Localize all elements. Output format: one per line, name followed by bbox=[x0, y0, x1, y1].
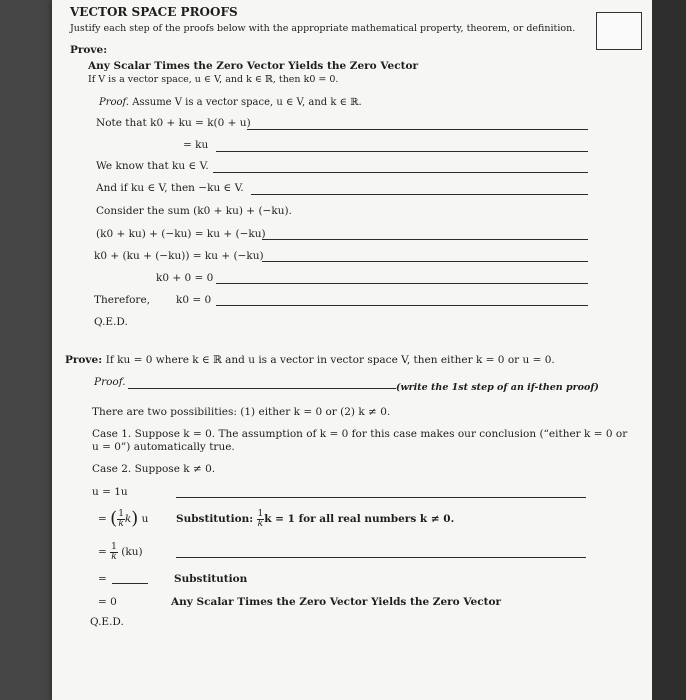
eq-4-reason: Substitution bbox=[174, 573, 248, 585]
eq-3-line[interactable] bbox=[176, 557, 586, 558]
prove-label-2: Prove: bbox=[65, 354, 103, 366]
eq-3-equals: = bbox=[98, 546, 107, 558]
open-paren: ( bbox=[110, 508, 118, 529]
eq-2-u: u bbox=[141, 513, 149, 525]
prove-label-1: Prove: bbox=[70, 44, 108, 56]
substitution-note bbox=[176, 506, 454, 532]
proof-label-2: Proof. bbox=[94, 376, 126, 388]
justification-line-2[interactable] bbox=[216, 151, 588, 152]
step-9: k0 = 0 bbox=[176, 294, 212, 306]
substitution-rest: k = 1 for all real numbers k ≠ 0. bbox=[264, 513, 455, 525]
qed-1: Q.E.D. bbox=[94, 316, 128, 328]
close-paren: ) bbox=[131, 508, 139, 529]
case1-line1: Case 1. Suppose k = 0. The assumption of k = 0 for this case makes our conclusion (“either k = 0 or bbox=[92, 428, 628, 440]
step-4: And if ku ∈ V, then −ku ∈ V. bbox=[96, 182, 244, 194]
eq-3-rest: (ku) bbox=[121, 546, 143, 558]
eq-1-line[interactable] bbox=[176, 497, 586, 498]
background-right bbox=[652, 0, 686, 700]
first-step-line[interactable] bbox=[128, 388, 396, 389]
justification-line-6[interactable] bbox=[262, 239, 588, 240]
theorem-name-1: Any Scalar Times the Zero Vector Yields the Zero Vector bbox=[88, 60, 418, 72]
therefore-label: Therefore, bbox=[94, 294, 150, 306]
worksheet-title: VECTOR SPACE PROOFS bbox=[70, 5, 238, 19]
justification-line-9[interactable] bbox=[216, 305, 588, 306]
case2: Case 2. Suppose k ≠ 0. bbox=[92, 463, 216, 475]
fraction-one-over-k: $\frac{1}{k}$ bbox=[118, 508, 124, 529]
justification-line-8[interactable] bbox=[216, 283, 588, 284]
background-left bbox=[0, 0, 52, 700]
possibilities: There are two possibilities: (1) either k = 0 or (2) k ≠ 0. bbox=[92, 406, 391, 418]
theorem-statement-1: If V is a vector space, u ∈ V, and k ∈ ℝ, then k0 = 0. bbox=[88, 74, 339, 85]
eq-3-fraction: $\frac{1}{k}$ bbox=[111, 541, 117, 562]
eq-4-blank[interactable] bbox=[112, 583, 148, 584]
step-1: Note that k0 + ku = k(0 + u) bbox=[96, 117, 251, 129]
step-8: k0 + 0 = 0 bbox=[156, 272, 214, 284]
first-step-hint: (write the 1st step of an if-then proof) bbox=[396, 382, 599, 393]
eq-5-reason: Any Scalar Times the Zero Vector Yields the Zero Vector bbox=[171, 596, 501, 608]
theorem-statement-2: If ku = 0 where k ∈ ℝ and u is a vector in vector space V, then either k = 0 or u = 0. bbox=[105, 354, 555, 366]
substitution-label: Substitution: bbox=[176, 513, 254, 525]
eq-4-equals: = bbox=[98, 573, 107, 585]
justification-line-1[interactable] bbox=[247, 129, 588, 130]
justification-line-7[interactable] bbox=[262, 261, 588, 262]
case1-line2: u = 0”) automatically true. bbox=[92, 441, 235, 453]
step-3: We know that ku ∈ V. bbox=[96, 160, 209, 172]
step-5: Consider the sum (k0 + ku) + (−ku). bbox=[96, 205, 292, 217]
instructions: Justify each step of the proofs below with the appropriate mathematical property, theorem, or definition. bbox=[70, 23, 576, 34]
eq-2 bbox=[98, 506, 148, 534]
step-6: (k0 + ku) + (−ku) = ku + (−ku) bbox=[96, 228, 266, 240]
proof-label-1: Proof. bbox=[99, 97, 130, 108]
proof-intro-1 bbox=[99, 96, 362, 109]
eq-1: u = 1u bbox=[92, 486, 128, 498]
score-box[interactable] bbox=[596, 12, 642, 50]
qed-2: Q.E.D. bbox=[90, 616, 124, 628]
eq-2-k: k bbox=[124, 513, 132, 525]
eq-5: = 0 bbox=[98, 596, 117, 608]
eq-3 bbox=[98, 540, 143, 564]
step-7: k0 + (ku + (−ku)) = ku + (−ku) bbox=[94, 250, 264, 262]
step-2: = ku bbox=[183, 139, 209, 151]
eq-2-equals: = bbox=[98, 513, 107, 525]
justification-line-3[interactable] bbox=[213, 172, 588, 173]
proof-assume-1: Assume V is a vector space, u ∈ V, and k ∈ ℝ. bbox=[132, 97, 362, 108]
justification-line-4[interactable] bbox=[251, 194, 588, 195]
prove-statement-2 bbox=[65, 354, 555, 367]
sub-fraction: $\frac{1}{k}$ bbox=[257, 508, 264, 529]
